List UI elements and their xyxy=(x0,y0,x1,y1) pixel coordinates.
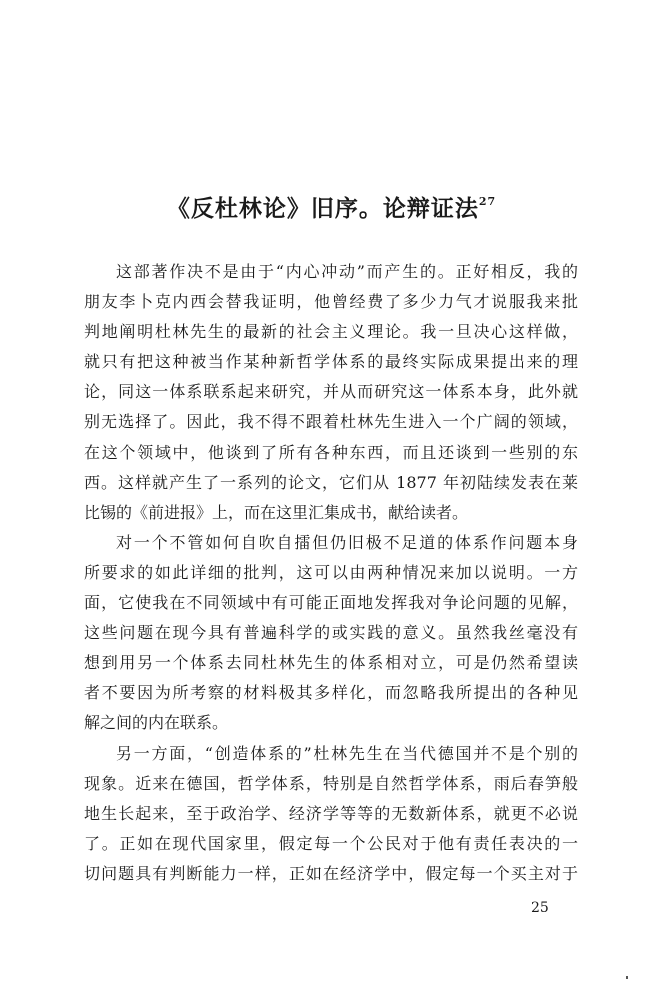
text-line: 比锡的《前进报》上，而在这里汇集成书，献给读者。 xyxy=(84,502,469,522)
text-line: 朋友李卜克内西会替我证明，他曾经费了多少力气才说服我来批 xyxy=(84,292,578,312)
text-line: 地生长起来，至于政治学、经济学等等的无数新体系，就更不必说 xyxy=(84,803,578,823)
text-line: 就只有把这种被当作某种新哲学体系的最终实际成果提出来的理 xyxy=(84,352,578,372)
text-line: 面，它使我在不同领域中有可能正面地发挥我对争论问题的见解， xyxy=(84,593,578,613)
text-line: 西。这样就产生了一系列的论文，它们从 1877 年初陆续发表在莱 xyxy=(84,472,578,492)
text-line: 者不要因为所考察的材料极其多样化，而忽略我所提出的各种见 xyxy=(84,683,578,703)
chapter-title xyxy=(0,190,663,223)
text-line: 解之间的内在联系。 xyxy=(84,713,229,733)
text-line: 这部著作决不是由于“内心冲动”而产生的。正好相反，我的 xyxy=(116,262,578,281)
text-line: 另一方面，“创造体系的”杜林先生在当代德国并不是个别的 xyxy=(116,743,578,763)
text-line: 想到用另一个体系去同杜林先生的体系相对立，可是仍然希望读 xyxy=(84,653,578,673)
text-line: 现象。近来在德国，哲学体系，特别是自然哲学体系，雨后春笋般 xyxy=(84,773,578,793)
text-line: 判地阐明杜林先生的最新的社会主义理论。我一旦决心这样做， xyxy=(84,322,578,342)
text-line: 了。正如在现代国家里，假定每一个公民对于他有责任表决的一 xyxy=(84,833,578,853)
text-line: 论，同这一体系联系起来研究，并从而研究这一体系本身，此外就 xyxy=(84,382,578,402)
page-number: 25 xyxy=(531,900,549,916)
scan-speck xyxy=(626,976,628,979)
text-line: 在这个领域中，他谈到了所有各种东西，而且还谈到一些别的东 xyxy=(84,442,578,462)
body-text xyxy=(84,257,578,889)
text-line: 别无选择了。因此，我不得不跟着杜林先生进入一个广阔的领域， xyxy=(84,412,578,432)
chapter-title-text: 《反杜林论》旧序。论辩证法 xyxy=(166,195,479,222)
text-line: 切问题具有判断能力一样，正如在经济学中，假定每一个买主对于 xyxy=(84,863,578,883)
footnote-reference: 27 xyxy=(478,195,497,209)
text-line: 这些问题在现今具有普遍科学的或实践的意义。虽然我丝毫没有 xyxy=(84,623,578,643)
text-line: 对一个不管如何自吹自擂但仍旧极不足道的体系作问题本身 xyxy=(116,532,578,552)
text-line: 所要求的如此详细的批判，这可以由两种情况来加以说明。一方 xyxy=(84,562,578,582)
